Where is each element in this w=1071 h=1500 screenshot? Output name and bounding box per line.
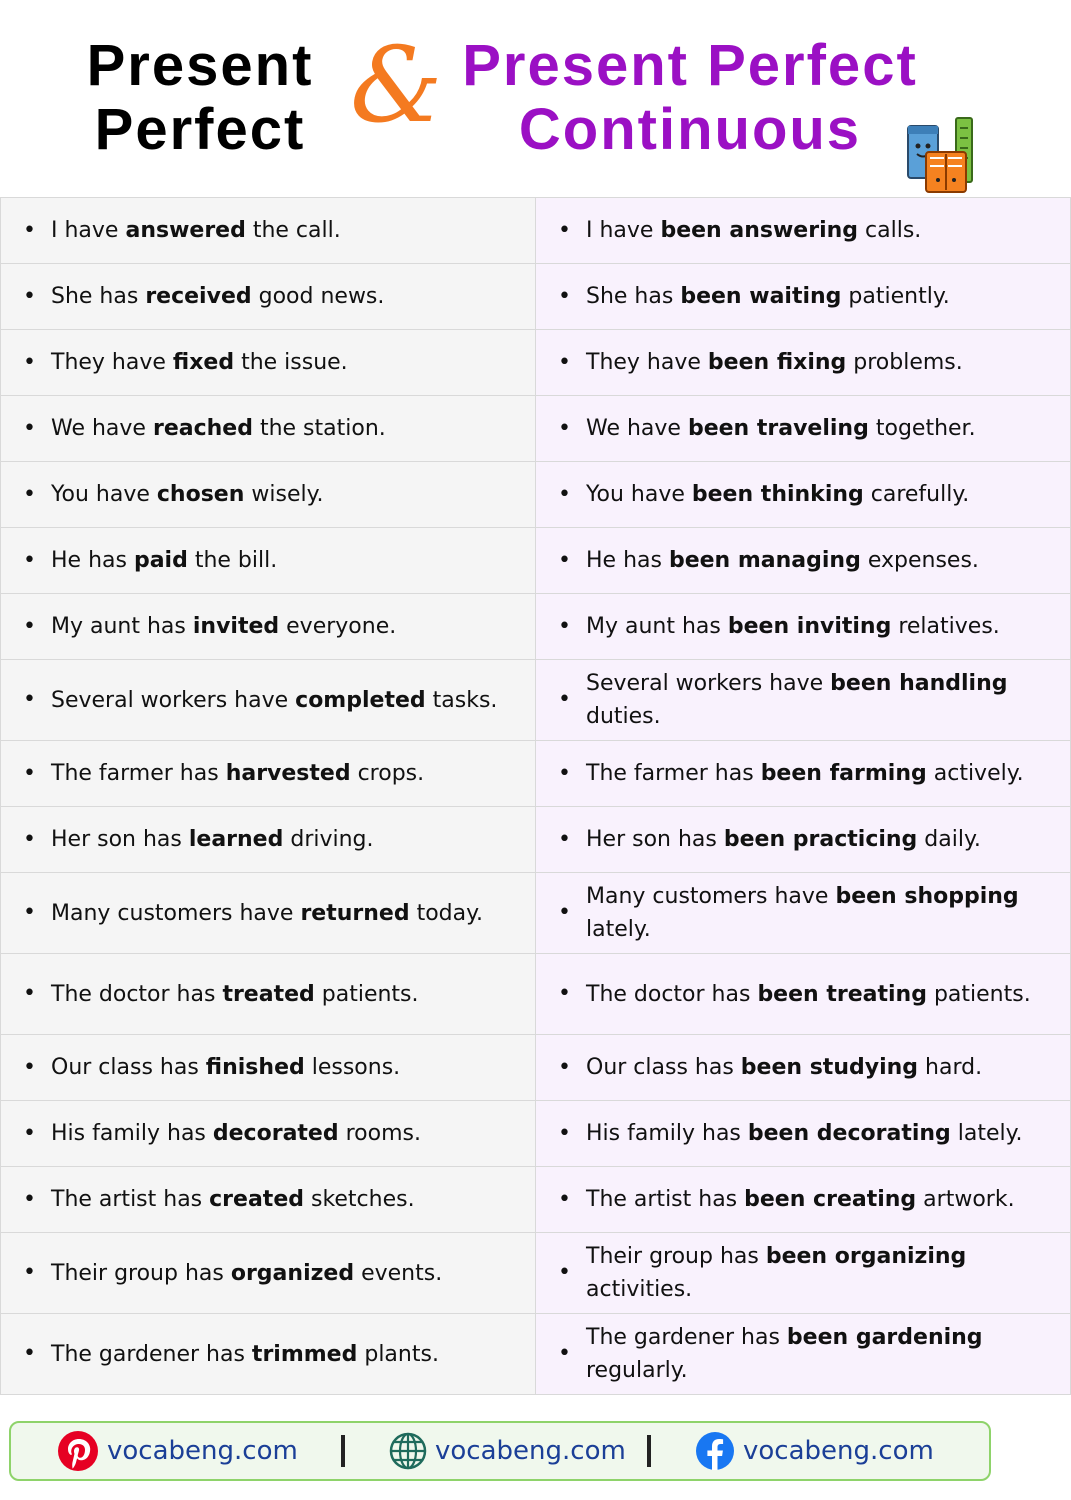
sentence-end: together. <box>868 416 976 441</box>
books-icon <box>900 112 990 196</box>
sentence-text <box>562 1117 1062 1150</box>
present-perfect-sentence <box>1 660 536 741</box>
verb-phrase: been treating <box>757 981 927 1007</box>
sentence-end: events. <box>354 1260 443 1286</box>
sentence-end: problems. <box>846 350 963 375</box>
verb-phrase: created <box>209 1187 304 1212</box>
sentence-text <box>27 1051 527 1084</box>
sentence-end: lately. <box>586 917 651 942</box>
sentence-text <box>562 1183 1062 1216</box>
present-perfect-continuous-sentence <box>536 1167 1071 1233</box>
verb-phrase: returned <box>300 900 410 926</box>
website-label: vocabeng.com <box>435 1436 626 1466</box>
website-link[interactable] <box>389 1423 626 1479</box>
sentence-end: hard. <box>918 1055 983 1080</box>
sentence-start: She has <box>586 284 681 309</box>
sentence-text <box>27 757 527 790</box>
sentence-text <box>27 1338 527 1371</box>
title-present-perfect <box>40 34 360 162</box>
table-row <box>1 741 1071 807</box>
table-row <box>1 1035 1071 1101</box>
verb-phrase: learned <box>188 827 284 852</box>
sentence-end: relatives. <box>891 614 1000 639</box>
sentence-text <box>27 346 527 379</box>
sentence-text <box>27 823 527 856</box>
sentence-end: sketches. <box>303 1187 415 1212</box>
sentence-start: His family has <box>51 1121 213 1146</box>
title-right-line-1: Present Perfect <box>462 33 918 98</box>
facebook-label: vocabeng.com <box>743 1436 934 1466</box>
sentence-end: crops. <box>350 761 425 786</box>
verb-phrase: been fixing <box>707 350 847 375</box>
sentence-text <box>27 1257 527 1290</box>
pinterest-label: vocabeng.com <box>107 1436 298 1466</box>
sentence-end: duties. <box>586 704 661 729</box>
table-row <box>1 1167 1071 1233</box>
sentence-start: Many customers have <box>586 884 836 909</box>
sentence-end: plants. <box>357 1341 439 1367</box>
sentence-start: Our class has <box>586 1055 741 1080</box>
table-row <box>1 462 1071 528</box>
present-perfect-sentence <box>1 1314 536 1395</box>
sentence-end: carefully. <box>863 482 970 507</box>
sentence-end: the call. <box>245 218 341 243</box>
present-perfect-sentence <box>1 396 536 462</box>
verb-phrase: been inviting <box>727 614 892 639</box>
sentence-start: My aunt has <box>51 614 193 639</box>
footer-separator <box>341 1435 345 1467</box>
sentence-start: She has <box>51 284 146 309</box>
sentence-end: actively. <box>926 761 1024 786</box>
present-perfect-sentence <box>1 594 536 660</box>
globe-icon <box>389 1432 427 1470</box>
verb-phrase: chosen <box>156 482 245 507</box>
present-perfect-sentence <box>1 1101 536 1167</box>
sentence-end: driving. <box>283 827 374 852</box>
present-perfect-sentence <box>1 807 536 873</box>
sentence-text <box>562 412 1062 445</box>
sentence-text <box>27 684 527 717</box>
present-perfect-sentence <box>1 264 536 330</box>
verb-phrase: trimmed <box>251 1341 358 1367</box>
sentence-end: artwork. <box>916 1187 1015 1212</box>
table-row <box>1 873 1071 954</box>
verb-phrase: fixed <box>172 350 235 375</box>
verb-phrase: finished <box>205 1055 305 1080</box>
sentence-start: You have <box>51 482 157 507</box>
table-row <box>1 264 1071 330</box>
present-perfect-continuous-sentence <box>536 396 1071 462</box>
sentence-end: tasks. <box>425 687 498 713</box>
verb-phrase: invited <box>192 614 280 639</box>
sentence-start: I have <box>51 218 126 243</box>
present-perfect-continuous-sentence <box>536 528 1071 594</box>
present-perfect-sentence <box>1 1167 536 1233</box>
title-left-line-2: Perfect <box>94 97 306 162</box>
sentence-start: The artist has <box>586 1187 745 1212</box>
sentence-start: The farmer has <box>586 761 761 786</box>
verb-phrase: been thinking <box>691 482 864 507</box>
table-row <box>1 954 1071 1035</box>
sentence-text <box>562 823 1062 856</box>
sentence-end: good news. <box>251 284 385 309</box>
sentence-text <box>562 880 1062 946</box>
sentence-start: Our class has <box>51 1055 206 1080</box>
verb-phrase: been managing <box>668 548 861 573</box>
footer-links <box>9 1421 991 1481</box>
present-perfect-continuous-sentence <box>536 330 1071 396</box>
facebook-link[interactable] <box>695 1423 934 1479</box>
sentence-end: lessons. <box>304 1055 401 1080</box>
sentence-text <box>562 667 1062 733</box>
sentence-text <box>562 280 1062 313</box>
table-row <box>1 1233 1071 1314</box>
sentence-start: My aunt has <box>586 614 728 639</box>
sentence-start: They have <box>51 350 173 375</box>
sentence-start: Several workers have <box>586 671 831 696</box>
sentence-text <box>562 757 1062 790</box>
sentence-end: everyone. <box>279 614 397 639</box>
sentence-text <box>562 1240 1062 1306</box>
present-perfect-sentence <box>1 198 536 264</box>
sentence-start: His family has <box>586 1121 748 1146</box>
footer-separator <box>647 1435 651 1467</box>
sentence-start: Their group has <box>51 1260 231 1286</box>
present-perfect-continuous-sentence <box>536 741 1071 807</box>
sentence-start: The farmer has <box>51 761 226 786</box>
present-perfect-sentence <box>1 462 536 528</box>
sentence-end: lately. <box>950 1121 1023 1146</box>
sentence-start: The gardener has <box>586 1325 787 1350</box>
sentence-text <box>562 346 1062 379</box>
sentence-text <box>562 1321 1062 1387</box>
sentence-end: activities. <box>586 1277 693 1302</box>
present-perfect-sentence <box>1 741 536 807</box>
sentence-end: rooms. <box>338 1121 421 1146</box>
sentence-start: Her son has <box>51 827 189 852</box>
table-row <box>1 807 1071 873</box>
present-perfect-continuous-sentence <box>536 462 1071 528</box>
sentence-end: regularly. <box>586 1358 688 1383</box>
title-present-perfect-continuous <box>420 34 960 162</box>
table-row <box>1 660 1071 741</box>
sentence-end: patiently. <box>841 284 950 309</box>
present-perfect-continuous-sentence <box>536 1035 1071 1101</box>
present-perfect-continuous-sentence <box>536 1314 1071 1395</box>
sentence-start: I have <box>586 218 661 243</box>
sentence-start: The gardener has <box>51 1341 252 1367</box>
verb-phrase: been gardening <box>786 1325 983 1350</box>
sentence-text <box>27 897 527 930</box>
present-perfect-continuous-sentence <box>536 873 1071 954</box>
verb-phrase: harvested <box>225 761 351 786</box>
verb-phrase: completed <box>295 687 426 713</box>
verb-phrase: been creating <box>744 1187 917 1212</box>
pinterest-icon <box>57 1430 99 1472</box>
verb-phrase: been farming <box>760 761 927 786</box>
sentence-text <box>562 544 1062 577</box>
table-row <box>1 528 1071 594</box>
table-row <box>1 396 1071 462</box>
sentence-start: You have <box>586 482 692 507</box>
sentence-start: We have <box>51 416 153 441</box>
sentence-end: wisely. <box>244 482 324 507</box>
sentence-text <box>27 1117 527 1150</box>
sentence-start: Several workers have <box>51 687 296 713</box>
present-perfect-continuous-sentence <box>536 1233 1071 1314</box>
verb-phrase: been organizing <box>765 1244 967 1269</box>
present-perfect-continuous-sentence <box>536 198 1071 264</box>
sentence-end: daily. <box>917 827 981 852</box>
present-perfect-sentence <box>1 528 536 594</box>
verb-phrase: been traveling <box>687 416 869 441</box>
verb-phrase: been studying <box>740 1055 919 1080</box>
sentence-start: We have <box>586 416 688 441</box>
present-perfect-continuous-sentence <box>536 264 1071 330</box>
verb-phrase: been shopping <box>835 884 1019 909</box>
sentence-start: The doctor has <box>586 981 758 1007</box>
title-left-line-1: Present <box>86 33 314 98</box>
sentence-text <box>562 214 1062 247</box>
present-perfect-continuous-sentence <box>536 660 1071 741</box>
verb-phrase: organized <box>230 1260 355 1286</box>
sentence-end: patients. <box>314 981 419 1007</box>
sentence-text <box>27 214 527 247</box>
ampersand: & <box>350 24 443 146</box>
sentence-start: They have <box>586 350 708 375</box>
sentence-end: expenses. <box>860 548 979 573</box>
sentence-end: the issue. <box>234 350 348 375</box>
sentence-start: He has <box>586 548 669 573</box>
verb-phrase: been handling <box>830 671 1008 696</box>
sentence-text <box>27 610 527 643</box>
present-perfect-sentence <box>1 1233 536 1314</box>
verb-phrase: reached <box>152 416 253 441</box>
verb-phrase: paid <box>133 548 188 573</box>
present-perfect-continuous-sentence <box>536 954 1071 1035</box>
verb-phrase: received <box>145 284 252 309</box>
present-perfect-sentence <box>1 954 536 1035</box>
present-perfect-sentence <box>1 330 536 396</box>
present-perfect-continuous-sentence <box>536 807 1071 873</box>
table-row <box>1 1101 1071 1167</box>
verb-phrase: been practicing <box>723 827 918 852</box>
verb-phrase: answered <box>125 218 246 243</box>
sentence-start: The doctor has <box>51 981 223 1007</box>
sentence-end: today. <box>409 900 483 926</box>
present-perfect-continuous-sentence <box>536 594 1071 660</box>
table-row <box>1 1314 1071 1395</box>
sentence-end: the station. <box>252 416 386 441</box>
verb-phrase: treated <box>222 981 315 1007</box>
sentence-start: The artist has <box>51 1187 210 1212</box>
table-row <box>1 594 1071 660</box>
sentence-text <box>562 610 1062 643</box>
sentence-text <box>27 478 527 511</box>
verb-phrase: been answering <box>660 218 859 243</box>
present-perfect-sentence <box>1 1035 536 1101</box>
verb-phrase: decorated <box>212 1121 339 1146</box>
present-perfect-sentence <box>1 873 536 954</box>
sentence-end: calls. <box>858 218 922 243</box>
sentence-end: the bill. <box>187 548 278 573</box>
sentence-text <box>562 1051 1062 1084</box>
present-perfect-continuous-sentence <box>536 1101 1071 1167</box>
title-right-line-2: Continuous <box>518 97 862 162</box>
table-row <box>1 330 1071 396</box>
comparison-table <box>0 197 1071 1395</box>
verb-phrase: been decorating <box>747 1121 951 1146</box>
sentence-end: patients. <box>926 981 1031 1007</box>
sentence-start: He has <box>51 548 134 573</box>
header <box>0 0 1000 196</box>
sentence-start: Many customers have <box>51 900 301 926</box>
sentence-text <box>562 978 1062 1011</box>
sentence-start: Their group has <box>586 1244 766 1269</box>
pinterest-link[interactable] <box>57 1423 298 1479</box>
verb-phrase: been waiting <box>680 284 842 309</box>
facebook-icon <box>695 1431 735 1471</box>
sentence-text <box>27 978 527 1011</box>
sentence-text <box>562 478 1062 511</box>
sentence-start: Her son has <box>586 827 724 852</box>
sentence-text <box>27 544 527 577</box>
sentence-text <box>27 280 527 313</box>
sentence-text <box>27 1183 527 1216</box>
sentence-text <box>27 412 527 445</box>
table-row <box>1 198 1071 264</box>
